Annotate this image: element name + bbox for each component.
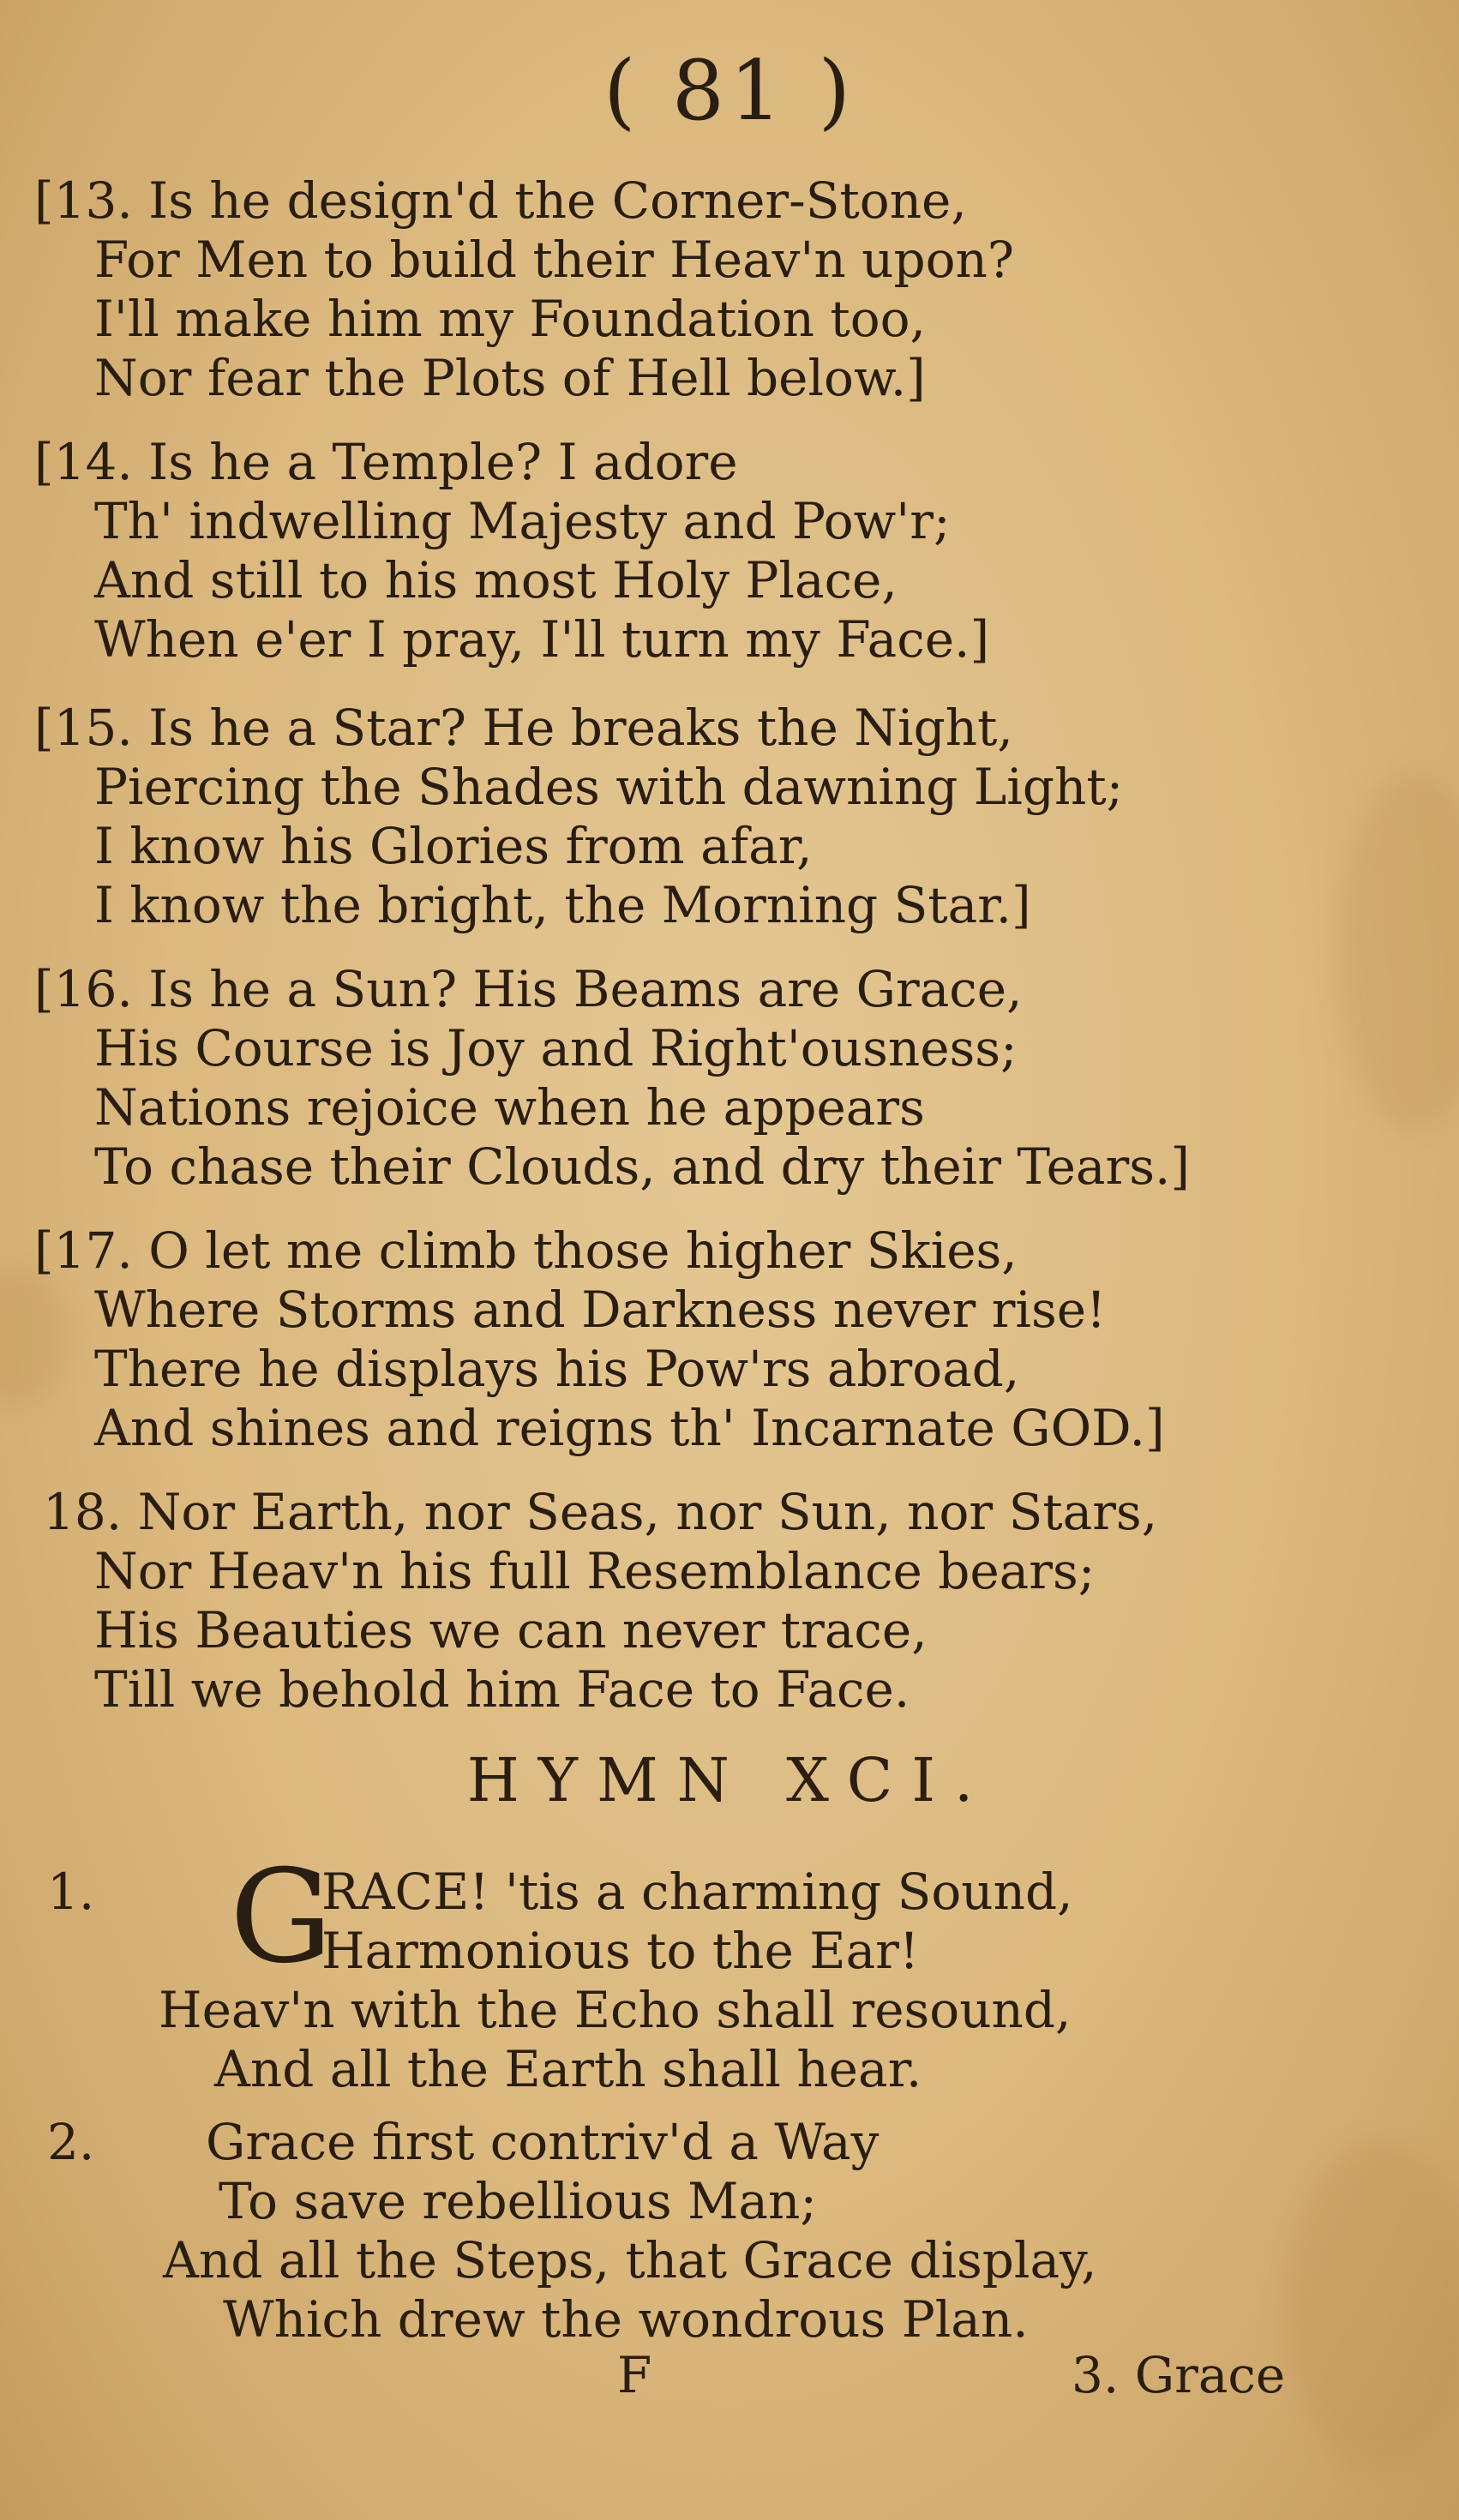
- verse-line: And all the Steps, that Grace display,: [163, 2231, 1097, 2289]
- verse-line: Which drew the wondrous Plan.: [223, 2290, 1029, 2349]
- verse-line: Th' indwelling Majesty and Pow'r;: [94, 492, 951, 550]
- verse-line: When e'er I pray, I'll turn my Face.]: [94, 610, 990, 669]
- verse-line: For Men to build their Heav'n upon?: [94, 231, 1014, 289]
- verse-line: And all the Earth shall hear.: [214, 2040, 922, 2098]
- verse-line: [14. Is he a Temple? I adore: [34, 433, 738, 491]
- verse-line: I know his Glories from afar,: [94, 817, 813, 875]
- verse-line: Nor fear the Plots of Hell below.]: [94, 349, 926, 407]
- catchword: 3. Grace: [1072, 2346, 1286, 2404]
- verse-line: Piercing the Shades with dawning Light;: [94, 758, 1124, 816]
- verse-line: Nations rejoice when he appears: [94, 1078, 925, 1137]
- verse-line: Harmonious to the Ear!: [321, 1922, 920, 1980]
- verse-line: RACE! 'tis a charming Sound,: [321, 1863, 1073, 1921]
- verse-number: 1.: [47, 1863, 95, 1921]
- verse-line: Nor Heav'n his full Resemblance bears;: [94, 1542, 1096, 1600]
- verse-line: Grace first contriv'd a Way: [206, 2113, 880, 2171]
- verse-line: His Course is Joy and Right'ousness;: [94, 1019, 1018, 1077]
- verse-line: I know the bright, the Morning Star.]: [94, 876, 1031, 934]
- verse-line: To save rebellious Man;: [219, 2172, 817, 2230]
- verse-line: [17. O let me climb those higher Skies,: [34, 1221, 1018, 1280]
- verse-line: And still to his most Holy Place,: [94, 551, 898, 609]
- verse-line: [15. Is he a Star? He breaks the Night,: [34, 699, 1013, 757]
- page-stain: [1337, 771, 1459, 1131]
- signature-mark: F: [617, 2346, 652, 2404]
- verse-line: And shines and reigns th' Incarnate GOD.]: [94, 1399, 1165, 1457]
- verse-line: His Beauties we can never trace,: [94, 1601, 928, 1659]
- verse-line: There he displays his Pow'rs abroad,: [94, 1340, 1020, 1398]
- verse-line: Till we behold him Face to Face.: [94, 1660, 910, 1719]
- page-stain: [1286, 2143, 1459, 2469]
- verse-line: Heav'n with the Echo shall resound,: [159, 1981, 1072, 2039]
- page-stain: [0, 1269, 69, 1406]
- verse-line: [16. Is he a Sun? His Beams are Grace,: [34, 960, 1023, 1018]
- verse-line: To chase their Clouds, and dry their Tears.]: [94, 1137, 1191, 1196]
- verse-line: I'll make him my Foundation too,: [94, 290, 926, 348]
- hymn-title: HYMN XCI.: [466, 1745, 993, 1815]
- drop-cap: G: [230, 1843, 333, 1992]
- verse-number: 2.: [47, 2113, 95, 2171]
- verse-line: Where Storms and Darkness never rise!: [94, 1281, 1107, 1339]
- page-number: ( 81 ): [603, 43, 856, 139]
- verse-line: [13. Is he design'd the Corner-Stone,: [34, 171, 967, 230]
- verse-line: 18. Nor Earth, nor Seas, nor Sun, nor Stars,: [43, 1483, 1158, 1541]
